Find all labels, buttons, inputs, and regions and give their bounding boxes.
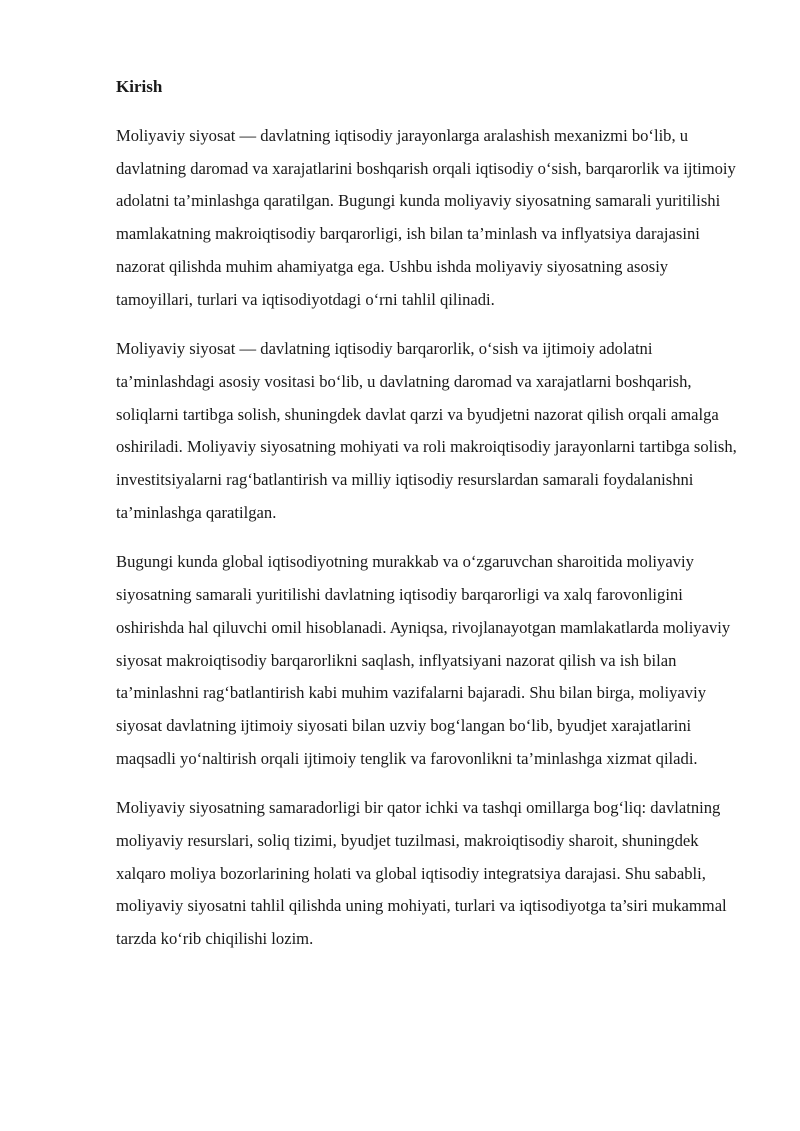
paragraph-4: Moliyaviy siyosatning samaradorligi bir qator ichki va tashqi omillarga bog‘liq: davlatning moliyaviy resurslari, soliq tizimi, byudjet tuzilmasi, makroiqtisodiy sharoit, shuningdek xalqaro moliya bozorlarining holati va global iqtisodiy integratsiya darajasi. Shu sababli, moliyaviy siyosatni tahlil qilishda uning mohiyati, turlari va iqtisodiyotga ta’siri mukammal tarzda ko‘rib chiqilishi lozim.	[116, 798, 727, 949]
paragraph-3: Bugungi kunda global iqtisodiyotning murakkab va o‘zgaruvchan sharoitida moliyaviy siyosatning samarali yuritilishi davlatning iqtisodiy barqarorligi va xalq farovonligini oshirishda hal qiluvchi omil hisoblanadi. Ayniqsa, rivojlanayotgan mamlakatlarda moliyaviy siyosat makroiqtisodiy barqarorlikni saqlash, inflyatsiyani nazorat qilish va ish bilan ta’minlashni rag‘batlantirish kabi muhim vazifalarni bajaradi. Shu bilan birga, moliyaviy siyosat davlatning ijtimoiy siyosati bilan uzviy bog‘langan bo‘lib, byudjet xarajatlarini maqsadli yo‘naltirish orqali ijtimoiy tenglik va farovonlikni ta’minlashga xizmat qiladi.	[116, 552, 731, 768]
paragraph-2: Moliyaviy siyosat — davlatning iqtisodiy barqarorlik, o‘sish va ijtimoiy adolatni ta’minlashdagi asosiy vositasi bo‘lib, u davlatning daromad va xarajatlarni boshqarish, soliqlarni tartibga solish, shuningdek davlat qarzi va byudjetni nazorat qilish orqali amalga oshiriladi. Moliyaviy siyosatning mohiyati va roli makroiqtisodiy jarayonlarni tartibga solish, investitsiyalarni rag‘batlantirish va milliy iqtisodiy resurslardan samarali foydalanishni ta’minlashga qaratilgan.	[116, 339, 737, 522]
document-page	[116, 74, 742, 973]
paragraph-1: Moliyaviy siyosat — davlatning iqtisodiy jarayonlarga aralashish mexanizmi bo‘lib, u davlatning daromad va xarajatlarini boshqarish orqali iqtisodiy o‘sish, barqarorlik va ijtimoiy adolatni ta’minlashga qaratilgan. Bugungi kunda moliyaviy siyosatning samarali yuritilishi mamlakatning makroiqtisodiy barqarorligi, ish bilan ta’minlash va inflyatsiya darajasini nazorat qilishda muhim ahamiyatga ega. Ushbu ishda moliyaviy siyosatning asosiy tamoyillari, turlari va iqtisodiyotdagi o‘rni tahlil qilinadi.	[116, 126, 736, 309]
section-heading: Kirish	[116, 77, 163, 96]
